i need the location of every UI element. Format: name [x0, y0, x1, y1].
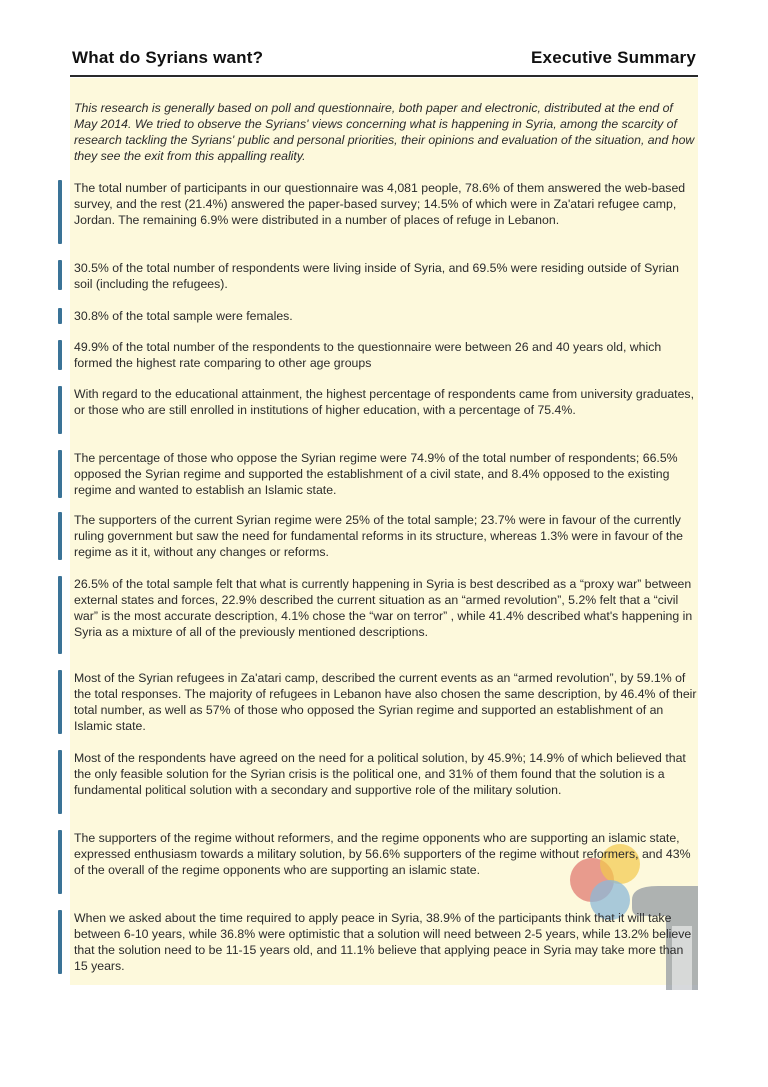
header-rule: [70, 75, 698, 77]
paragraph-marker: [58, 340, 62, 370]
paragraph-marker: [58, 576, 62, 654]
summary-paragraph: 26.5% of the total sample felt that what is currently happening in Syria is best described as a “proxy war” between external states and forces, 22.9% described the current situation as an “armed revolution”, 5.2% felt that a “civil war” is the most accurate description, 4.1% chose the “war on terror” , while 41.4% described what's happening in Syria as a mixture of all of the previously mentioned descriptions.: [74, 577, 693, 639]
paragraph-marker: [58, 260, 62, 290]
summary-paragraph: 49.9% of the total number of the respondents to the questionnaire were between 26 and 40 years old, which formed the highest rate comparing to other age groups: [74, 340, 662, 370]
paragraph-marker: [58, 512, 62, 560]
page-header: [72, 48, 696, 72]
summary-paragraph: When we asked about the time required to apply peace in Syria, 38.9% of the participants think that it will take between 6-10 years, while 36.8% were optimistic that a solution will need between 2-5 years, while 13.2% believe that the solution need to be 11-15 years old, and 11.1% believe that applying peace in Syria may take more than 15 years.: [74, 911, 692, 973]
summary-paragraph: With regard to the educational attainment, the highest percentage of respondents came from university graduates, or those who are still enrolled in institutions of higher education, with a percentage of 75.4%.: [74, 387, 694, 417]
summary-paragraph: The total number of participants in our questionnaire was 4,081 people, 78.6% of them answered the web-based survey, and the rest (21.4%) answered the paper-based survey; 14.5% of which were in Za'atari refugee camp, Jordan. The remaining 6.9% were distributed in a number of places of refuge in Lebanon.: [74, 181, 686, 227]
summary-paragraph: Most of the respondents have agreed on the need for a political solution, by 45.9%; 14.9% of which believed that the only feasible solution for the Syrian crisis is the political one, and 31% of them found that the solution is a fundamental political solution with a secondary and supportive role of the military solution.: [74, 751, 686, 797]
paragraph-marker: [58, 180, 62, 244]
paragraph-marker: [58, 910, 62, 974]
section-title: Executive Summary: [531, 48, 696, 67]
summary-paragraph: Most of the Syrian refugees in Za'atari camp, described the current events as an “armed revolution”, by 59.1% of the total responses. The majority of refugees in Lebanon have also chosen the same description, by 46.4% of their total number, as well as 57% of those who opposed the Syrian regime and supported an establishment of an Islamic state.: [74, 671, 697, 733]
paragraph-marker: [58, 450, 62, 498]
paragraph-marker: [58, 386, 62, 434]
summary-paragraph: 30.8% of the total sample were females.: [74, 309, 293, 323]
summary-paragraph: The percentage of those who oppose the Syrian regime were 74.9% of the total number of respondents; 66.5% opposed the Syrian regime and supported the establishment of a civil state, and 8.4% opposed to the existing regime and wanted to establish an Islamic state.: [74, 451, 678, 497]
paragraph-marker: [58, 750, 62, 814]
summary-paragraph: The supporters of the current Syrian regime were 25% of the total sample; 23.7% were in favour of the currently ruling government but saw the need for fundamental reforms in its structure, whereas 1.3% were in favour of the regime as it it, without any changes or reforms.: [74, 513, 684, 559]
summary-paragraph: 30.5% of the total number of respondents were living inside of Syria, and 69.5% were residing outside of Syrian soil (including the refugees).: [74, 261, 679, 291]
intro-paragraph: This research is generally based on poll and questionnaire, both paper and electronic, distributed at the end of May 2014. We tried to observe the Syrians' views concerning what is happening in Syria, among the scarcity of research tackling the Syrians' public and personal priorities, their opinions and evaluation of the situation, and how they see the exit from this appalling reality.: [74, 101, 695, 163]
paragraph-marker: [58, 830, 62, 894]
paragraph-marker: [58, 308, 62, 324]
paragraph-marker: [58, 670, 62, 734]
summary-paragraph: The supporters of the regime without reformers, and the regime opponents who are supporting an islamic state, expressed enthusiasm towards a military solution, by 56.6% supporters of the regime without reformers, and 43% of the overall of the regime opponents who are supporting an islamic state.: [74, 831, 691, 877]
document-title: What do Syrians want?: [72, 48, 264, 67]
